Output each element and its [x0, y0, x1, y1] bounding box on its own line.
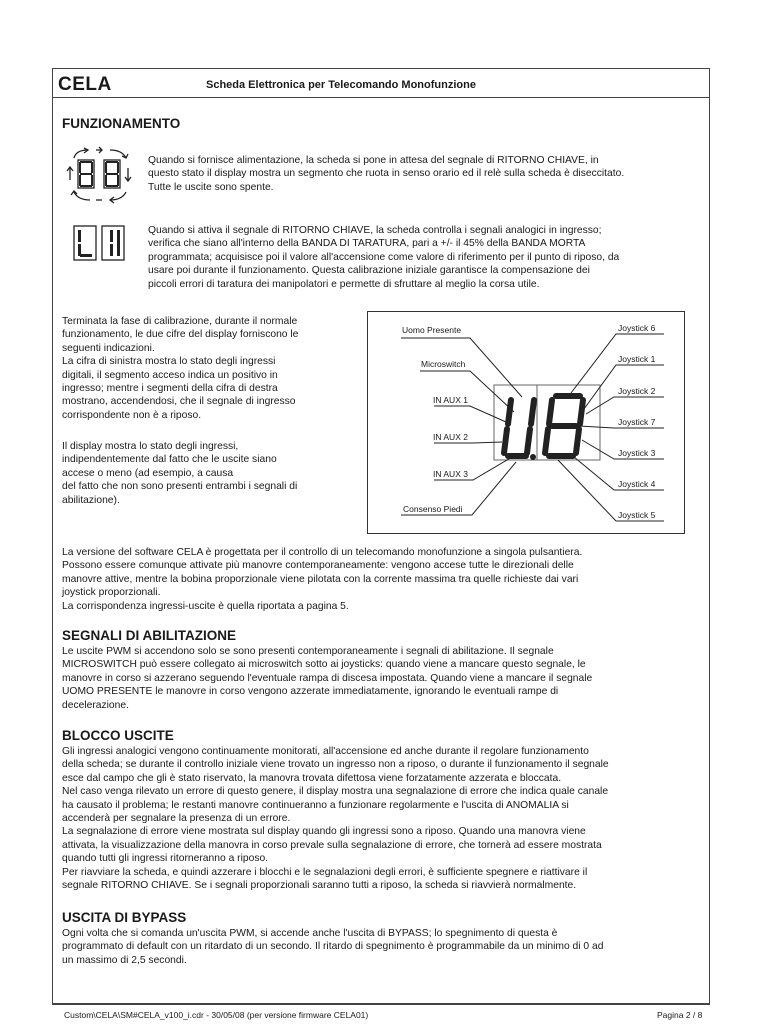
- text-line: indipendentemente dal fatto che le uscite siano: [62, 454, 277, 466]
- text-line: verifica che siano all'interno della BANDA DI TARATURA, pari a +/- il 45% della BANDA MORTA: [148, 238, 586, 250]
- text-line: esce dal campo che gli è stato riservato, la manovra trovata difettosa viene forzatamente azzerata e bloccata.: [62, 772, 562, 784]
- label-consenso-piedi: Consenso Piedi: [403, 504, 463, 514]
- document-title: Scheda Elettronica per Telecomando Monofunzione: [206, 79, 476, 91]
- text-line: mostrano, accendendosi, che il segnale di ingresso: [62, 396, 296, 408]
- section-title-bypass: USCITA DI BYPASS: [62, 910, 187, 925]
- label-joystick-1: Joystick 1: [618, 354, 656, 364]
- label-joystick-5: Joystick 5: [618, 510, 656, 520]
- text-line: Per riavviare la scheda, e quindi azzerare i blocchi e le segnalazioni degli errori, è sufficiente spegnere e riattivare il: [62, 866, 588, 878]
- text-line: UOMO PRESENTE le manovre in corso vengono azzerate immediatamente, ignorando le eventuali rampe di: [62, 686, 559, 698]
- header-divider: [52, 97, 710, 98]
- text-line: Tutte le uscite sono spente.: [148, 181, 274, 193]
- label-joystick-6: Joystick 6: [618, 323, 656, 333]
- section-title-funzionamento: FUNZIONAMENTO: [62, 116, 181, 131]
- text-line: segnale RITORNO CHIAVE. Se i segnali proporzionali saranno tutti a riposo, la scheda si riavvierà normalmente.: [62, 880, 577, 892]
- text-line: accese o meno (ad esempio, a causa: [62, 467, 234, 479]
- text-line: Gli ingressi analogici vengono continuamente monitorati, all'accensione ed anche durante il regolare funzionamento: [62, 746, 589, 757]
- paragraph-stato-ingressi: [62, 440, 297, 507]
- label-joystick-3: Joystick 3: [618, 448, 656, 458]
- text-line: Terminata la fase di calibrazione, durante il normale: [62, 316, 298, 327]
- text-line: ha causato il problema; le restanti manovre continueranno a funzionare regolarmente e l'uscita di ANOMALIA si: [62, 799, 569, 811]
- text-line: La versione del software CELA è progettata per il controllo di un telecomando monofunzione a singola pulsantiera.: [62, 547, 583, 558]
- label-in-aux-2: IN AUX 2: [433, 432, 468, 442]
- text-line: decelerazione.: [62, 699, 129, 711]
- label-joystick-4: Joystick 4: [618, 479, 656, 489]
- text-line: questo stato il display mostra un segmento che ruota in senso orario ed il relè sulla scheda è diseccitato.: [148, 168, 625, 180]
- footer-file-path: Custom\CELA\SM#CELA_v100_i.cdr - 30/05/08 (per versione firmware CELA01): [64, 1010, 369, 1020]
- text-line: seguenti indicazioni.: [62, 342, 155, 354]
- text-line: Possono essere comunque attivate più manovre contemporaneamente: vengono accese tutte le direzionali delle: [62, 560, 574, 572]
- text-line: corrispondente non è a riposo.: [62, 409, 202, 421]
- paragraph-abilitazione: [62, 645, 592, 712]
- label-in-aux-3: IN AUX 3: [433, 469, 468, 479]
- text-line: Nel caso venga rilevato un errore di questo genere, il display mostra una segnalazione di errore che indica quale canale: [62, 786, 609, 798]
- text-line: del fatto che non sono presenti entrambi i segnali di: [62, 481, 298, 493]
- footer-divider: [52, 1004, 710, 1005]
- label-microswitch: Microswitch: [421, 359, 466, 369]
- footer-page-number: Pagina 2 / 8: [657, 1010, 703, 1020]
- text-line: un massimo di 2,5 secondi.: [62, 954, 187, 966]
- text-line: ingresso; mentre i segmenti della cifra di destra: [62, 383, 278, 395]
- text-line: usare poi durante il funzionamento. Questa calibrazione iniziale garantisce la compensazione dei: [148, 265, 590, 277]
- text-line: La cifra di sinistra mostra lo stato degli ingressi: [62, 356, 276, 368]
- text-line: manovre attive, mentre la bobina proporzionale viene pilotata con la corrente massima tra quelle richieste dai vari: [62, 573, 579, 585]
- text-line: programmata; acquisisce poi il valore all'accensione come valore di riferimento per il punto di riposo, da: [148, 251, 620, 263]
- label-uomo-presente: Uomo Presente: [402, 325, 462, 335]
- text-line: programmato di default con un ritardato di un secondo. Il ritardo di spegnimento è programmabile da un minimo di 0 ad: [62, 941, 604, 953]
- text-line: abilitazione).: [62, 494, 120, 506]
- text-line: La segnalazione di errore viene mostrata sul display quando gli ingressi sono a riposo. Quando una manovra viene: [62, 826, 586, 838]
- text-line: attivata, la visualizzazione della manovra in corso prevale sulla segnalazione di errore, che tornerà ad essere mostrata: [62, 839, 602, 851]
- paragraph-indicazioni-display: [62, 315, 298, 422]
- paragraph-blocco-uscite: [62, 745, 609, 892]
- text-line: MICROSWITCH può essere collegato ai microswitch sotto ai joysticks: quando viene a mancare questo segnale, le: [62, 659, 586, 671]
- text-line: Il display mostra lo stato degli ingressi,: [62, 441, 239, 452]
- label-joystick-2: Joystick 2: [618, 386, 656, 396]
- text-line: Le uscite PWM si accendono solo se sono presenti contemporaneamente i segnali di abilitazione. Il segnale: [62, 646, 554, 657]
- text-line: digitali, il segmento acceso indica un positivo in: [62, 369, 278, 381]
- rotating-display-icon: [62, 146, 140, 210]
- text-line: joystick proporzionali.: [62, 587, 161, 599]
- brand-logo-text: CELA: [58, 74, 112, 95]
- paragraph-bypass: [62, 927, 603, 967]
- display-segments-diagram: [367, 311, 685, 534]
- text-line: Ogni volta che si comanda un'uscita PWM, si accende anche l'uscita di BYPASS; lo spegnimento di questa è: [62, 928, 558, 939]
- label-joystick-7: Joystick 7: [618, 417, 656, 427]
- text-line: Quando si fornisce alimentazione, la scheda si pone in attesa del segnale di RITORNO CHIAVE, in: [148, 155, 599, 166]
- paragraph-versione-software: [62, 546, 582, 613]
- text-line: quando tutti gli ingressi ritorneranno a riposo.: [62, 853, 269, 865]
- calibration-display-icon: [70, 222, 130, 264]
- text-line: Quando si attiva il segnale di RITORNO CHIAVE, la scheda controlla i segnali analogici in ingresso;: [148, 225, 602, 236]
- section-title-abilitazione: SEGNALI DI ABILITAZIONE: [62, 628, 236, 643]
- paragraph-alimentazione: [148, 154, 624, 194]
- section-title-blocco-uscite: BLOCCO USCITE: [62, 728, 174, 743]
- paragraph-ritorno-chiave: [148, 224, 619, 291]
- text-line: accenderà per segnalare la presenza di un errore.: [62, 813, 291, 825]
- text-line: funzionamento, le due cifre del display forniscono le: [62, 329, 299, 341]
- text-line: La corrispondenza ingressi-uscite è quella riportata a pagina 5.: [62, 600, 349, 612]
- text-line: della scheda; se durante il controllo iniziale viene trovato un ingresso non a riposo, o durante il funzionamento il segnale: [62, 759, 609, 771]
- text-line: manovre in corso si azzerano seguendo l'eventuale rampa di discesa impostata. Quando viene a mancare il segnale: [62, 672, 593, 684]
- text-line: piccoli errori di taratura dei manipolatori e permette di sfruttare al meglio la corsa utile.: [148, 278, 540, 290]
- label-in-aux-1: IN AUX 1: [433, 395, 468, 405]
